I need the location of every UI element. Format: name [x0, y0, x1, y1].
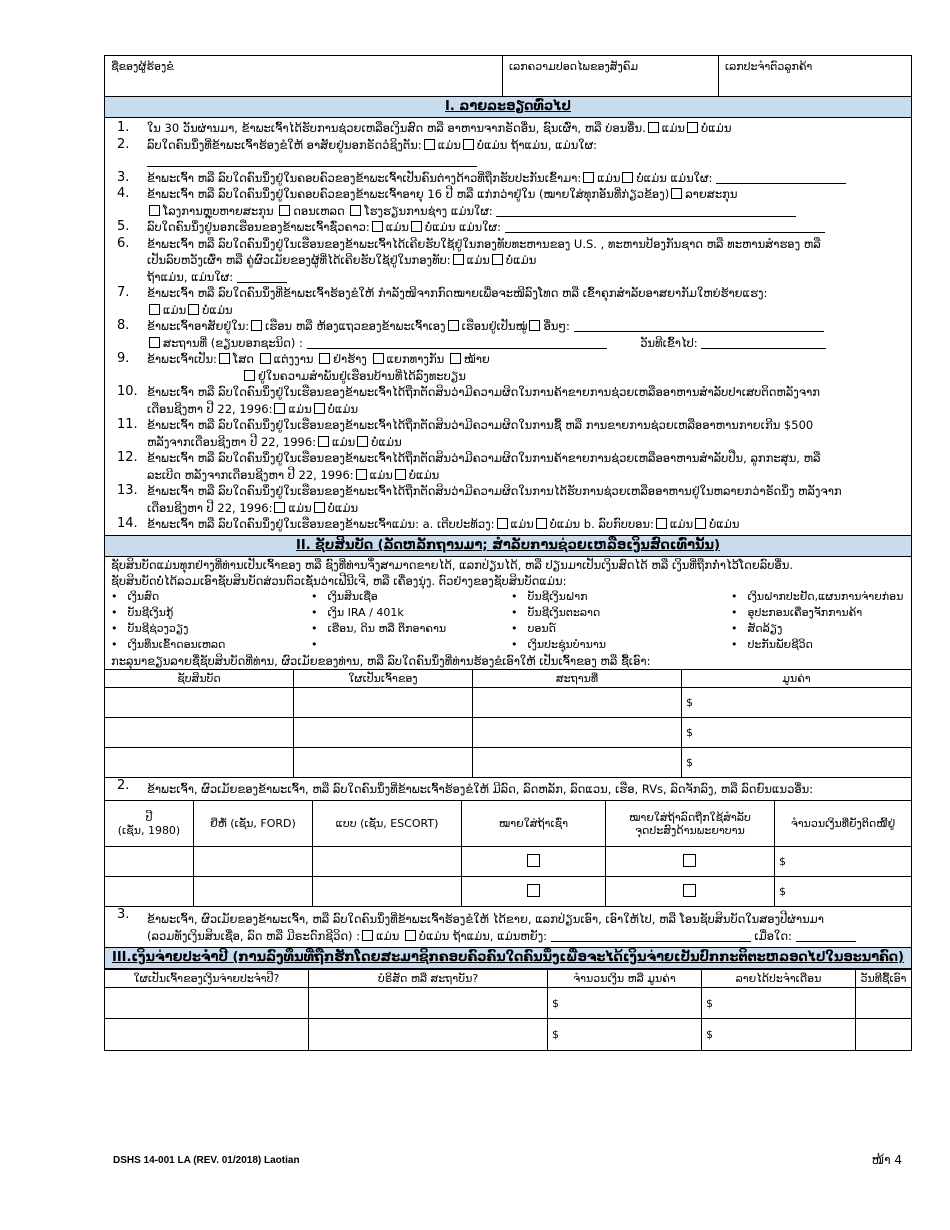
form-number: DSHS 14-001 LA (REV. 01/2018) Laotian — [113, 1155, 300, 1166]
asset-example: • ເງິນຝາກປະຢັດ,ແຜນການຈ່າຍກ່ອນ — [731, 589, 917, 605]
transfer-no-checkbox[interactable] — [405, 930, 416, 941]
q2-no-checkbox[interactable] — [463, 139, 474, 150]
q10-yes-checkbox[interactable] — [274, 403, 285, 414]
question-8: 8. ຂ້າພະເຈົ້າອາສັຍຢູ່ໃນ: ເຮືອນ ຫລື ຫ້ອງແຖວຂອງຂ້າພະເຈົ້າເອງ ເຮືອນຢູ່ເປັນໝູ່ ອື່ນໆ: ສະຖານທີ່ (ຂຽນບອກຊະນິດ) : ວັນທີເຂົ້າໄປ: — [105, 318, 911, 351]
q2-who-line[interactable] — [147, 154, 477, 167]
q8-date-line[interactable] — [701, 336, 826, 349]
transfer-yes-checkbox[interactable] — [362, 930, 373, 941]
table-row: $ — [105, 687, 911, 717]
annuity-col-income: ລາຍໄດ້ປະຈຳເດືອນ — [702, 970, 856, 988]
q11-no-checkbox[interactable] — [357, 436, 368, 447]
question-14: 14. ຂ້າພະເຈົ້າ ຫລື ລົບໃດຄົນນຶ່ງຢູ່ໃນເຮືອນຂອງຂ້າພະເຈົ້າແມ່ນ: a. ເຕີບປະທ້ວງ: ແມ່ນ ບໍ່ແມ່ນ b. ລົບກົບບອນ: ແມ່ນ ບໍ່ແມ່ນ — [117, 516, 740, 531]
asset-example: • ເຮືອນ, ດິນ ຫລື ຕຶກອາຄານ — [311, 621, 511, 637]
q13-yes-checkbox[interactable] — [274, 502, 285, 513]
question-1: 1. ໃນ 30 ວັນຜ່ານມາ, ຂ້າພະເຈົ້າໄດ້ຮັບການຊ່ວຍເຫລືອເງິນສົດ ຫລື ອາຫານຈາກຣັດອື່ນ, ຊົນເຜົ່າ, ຫລື ບ່ອນອື່ນ. ແມ່ນ ບໍ່ແມ່ນ — [117, 120, 732, 135]
client-id-field[interactable]: ເລກປະຈຳຕົວລູກຄ້າ — [725, 60, 813, 73]
q8-facility-checkbox[interactable] — [149, 337, 160, 348]
vehicles-col-year: ປີ (ເຊັ່ນ, 1980) — [105, 801, 194, 847]
q8-other-line[interactable] — [574, 319, 824, 332]
q9-partnership-checkbox[interactable] — [244, 370, 255, 381]
annuity-col-company: ບໍຣິສັດ ຫລື ສະຖາບັນ? — [309, 970, 548, 988]
question-2: 2. ລົບໃດຄົນນຶ່ງທີ່ຂ້າພະເຈົ້າຮ້ອງຂໍໃຫ້ ອາສັຍຢູ່ນອກຣັດວໍຊິງຕັນ: ແມ່ນ ບໍ່ແມ່ນ ຖ້າແມ່ນ, ແມ່ນໃຜ: — [105, 137, 911, 170]
q11-yes-checkbox[interactable] — [318, 436, 329, 447]
q9-divorced-checkbox[interactable] — [319, 353, 330, 364]
asset-example: • ເງິນປະຊຸ່ນບໍານານ — [511, 637, 731, 653]
assets-col-asset: ຊັບສິນບັດ — [105, 669, 294, 687]
table-row: $ $ — [105, 988, 911, 1019]
asset-example: • ອຸປະກອນເຄື່ອງຈັກການຄ້າ — [731, 605, 917, 621]
q5-no-checkbox[interactable] — [411, 221, 422, 232]
q8-group-home-checkbox[interactable] — [448, 320, 459, 331]
q2-yes-checkbox[interactable] — [424, 139, 435, 150]
assets-col-owner: ໃຜເປັນເຈົ້າຂອງ — [294, 669, 473, 687]
table-row: $ — [105, 877, 911, 907]
q6-yes-checkbox[interactable] — [453, 254, 464, 265]
q7-yes-checkbox[interactable] — [149, 304, 160, 315]
annuity-col-date: ວັນທີຊື້ເອົາ — [856, 970, 912, 988]
medical-checkbox[interactable] — [683, 854, 696, 867]
medical-checkbox[interactable] — [683, 884, 696, 897]
q1-no-checkbox[interactable] — [687, 122, 698, 133]
assets-table — [105, 669, 911, 778]
vehicles-col-make: ຍີ່ຫໍ້ (ເຊັ່ນ, FORD) — [194, 801, 313, 847]
asset-example: • ເງິນທຶນເຂົ້າດອນເຫລດ — [111, 637, 311, 653]
q4-university-checkbox[interactable] — [671, 188, 682, 199]
q7-no-checkbox[interactable] — [188, 304, 199, 315]
q12-no-checkbox[interactable] — [395, 469, 406, 480]
question-12: 12. ຂ້າພະເຈົ້າ ຫລື ລົບໃດຄົນນຶ່ງຢູ່ໃນເຮືອນຂອງຂ້າພະເຈົ້າໄດ້ຖືກຕັດສິນວ່າມີຄວາມຜິດໃນການຄ້າຂາຍການຊ່ວຍເຫລືອອາຫານສຳລັບປືນ, ລູກກະສຸນ, ຫລື ລະເບີດ ຫລັງຈາກເດືອນຊີງຫາ ປີ 22, 1996: ແມ່ນ ບໍ່ແມ່ນ — [117, 450, 821, 482]
asset-example: • ບັນຊີເງິນກູ້ — [111, 605, 311, 621]
q3-no-checkbox[interactable] — [622, 172, 633, 183]
asset-examples — [105, 589, 911, 653]
assets-col-location: ສະຖານທີ່ — [473, 669, 682, 687]
transfer-question: 3. ຂ້າພະເຈົ້າ, ຜົວເມັຍຂອງຂ້າພະເຈົ້າ, ຫລື ລົບໃດຄົນນຶ່ງທີ່ຂ້າພະເຈົ້າຮ້ອງຂໍໃຫ້ ໄດ້ຂາຍ, ແລກປ່ຽນເອົາ, ເອົາໃຫ້ໄປ, ຫລື ໂອນຊັບສິນບັດໃນສອງປີຜ່ານມາ (ລວມທັງເງິນສິນເຊື່ອ, ລົດ ຫລື ມີຣະດົກຊີວິດ) : ແມ່ນ ບໍ່ແມ່ນ ຖ້າແມ່ນ, ແມ່ນຫຍັງ: ເມື່ອໃດ: — [105, 907, 911, 947]
table-row: $ — [105, 717, 911, 747]
question-9: 9. ຂ້າພະເຈົ້າເປັນ: ໂສດ ແຕ່ງງານ ຢ່າຮ້າງ ແຍກທາງກັນ ໝ້າຍ ຢູ່ໃນຄວາມສໍາພັນຢູ່ເຮືອນບ້ານທີ່ໄດ້ລົງທະບຽນ — [117, 351, 490, 383]
q9-widowed-checkbox[interactable] — [450, 353, 461, 364]
annuity-col-owner: ໃຜເປັນເຈົ້າຂອງເງິນຈ່າຍປະຈຳປີ? — [105, 970, 309, 988]
q14b-yes-checkbox[interactable] — [656, 518, 667, 529]
form-sheet — [104, 55, 912, 1051]
question-7: 7. ຂ້າພະເຈົ້າ ຫລື ລົບໃດຄົນນຶ່ງທີ່ຂ້າພະເຈົ້າຮ້ອງຂໍໃຫ້ ກຳລັງໜີຈາກກົດໝາຍເພື່ອຈະໜີລົງໂທດ ຫລື ເຂົ້າຄຸກສຳລັບອາສຍາກັມໃຫຍ່ຮ້າຍແຮງ: ແມ່ນ ບໍ່ແມ່ນ — [117, 285, 768, 317]
assets-intro-2: ຊັບສິນບັດບໍ່ໄດ້ລວມເອົາຊັບສິນບັດສ່ວນຕົວເຊັ່ນວ່າເຟີນີເຈີ, ຫລື ເຄື່ອງນຸ່ງ. ຕົວຢ່າງຂອງຊັບສິນບັດແມ່ນ: — [111, 573, 567, 588]
vehicles-col-owed: ຈຳນວນເງິນທີ່ຍັງຕິດໜີ້ຢູ່ — [775, 801, 912, 847]
asset-example: • ເງິນສົດ — [111, 589, 311, 605]
annuity-col-amount: ຈຳນວນເງິນ ຫລື ມູນຄ່າ — [548, 970, 702, 988]
vehicles-col-medical: ໝາຍໃສ່ຖ້າລົດຖືກໃຊ້ສຳລັບຈຸດປະສົງດ້ານພະຍາບານ — [606, 801, 775, 847]
assets-intro-1: ຊັບສິນບັດແມ່ນທຸກຢ່າງທີ່ທ່ານເປັນເຈົ້າຂອງ ຫລື ຊົງທີ່ທ່ານຈຶ່ງສາມາດຂາຍໄດ້, ແລກປ່ຽນໄດ້, ຫລື ປຽນມາເປັນເງິນສົດໄດ້ ຫລື ເງິນທີ່ຖືກກ່ຳໄວ້ໂດຍລົບອື່ນ. — [111, 557, 793, 572]
q9-separated-checkbox[interactable] — [373, 353, 384, 364]
question-3: 3. ຂ້າພະເຈົ້າ ຫລື ລົບໃດຄົນນຶ່ງຢູ່ໃນຄອບຄົວຂອງຂ້າພະເຈົ້າເປັນຄົນຕ່າງດ້າວທີ່ຖືກຮັບປະກັນເຂົ້າມາ: ແມ່ນ ບໍ່ແມ່ນ ແມ່ນໃຜ: — [105, 170, 911, 187]
q4-who-line[interactable] — [496, 204, 796, 217]
asset-example: • ບອນດ໌ — [511, 621, 731, 637]
asset-example: • ປະກັນພັຍຊີວິດ — [731, 637, 917, 653]
question-4: 4. ຂ້າພະເຈົ້າ ຫລື ລົບໃດຄົນນຶ່ງຢູ່ໃນຄອບຄົວຂອງຂ້າພະເຈົ້າອາຍຸ 16 ປີ ຫລື ແກ່ກວ່າຢູ່ໃນ (ໝາຍໃສ່ທຸກອັນທີ່ກ່ຽວຂ້ອງ) ລາຍສະກຸນ ໂລງການຫຼຸບຫາຍສະກຸນ ດອນເຫລດ ໂຮງຮຽນການຊ່າງ ແມ່ນໃຜ: — [105, 186, 911, 219]
question-11: 11. ຂ້າພະເຈົ້າ ຫລື ລົບໃດຄົນນຶ່ງຢູ່ໃນເຮືອນຂອງຂ້າພະເຈົ້າໄດ້ຖືກຕັດສິນວ່າມີຄວາມຜິດໃນການຊື້ ຫລື ການຂາຍການຊ່ວຍເຫລືອອາຫານກາຍເກີນ $500 ຫລັງຈາກເດືອນຊີງຫາ ປີ 22, 1996: ແມ່ນ ບໍ່ແມ່ນ — [117, 417, 814, 449]
table-row: $ — [105, 747, 911, 777]
q4-tech-school-checkbox[interactable] — [350, 205, 361, 216]
q9-single-checkbox[interactable] — [219, 353, 230, 364]
section-1-questions — [105, 118, 911, 535]
leased-checkbox[interactable] — [527, 884, 540, 897]
q4-college-checkbox[interactable] — [279, 205, 290, 216]
q5-yes-checkbox[interactable] — [372, 221, 383, 232]
vehicles-question: 2. ຂ້າພະເຈົ້າ, ຜົວເມັຍຂອງຂ້າພະເຈົ້າ, ຫລື ລົບໃດຄົນນຶ່ງທີ່ຂ້າພະເຈົ້າຮ້ອງຂໍໃຫ້ ມີລົດ, ລົດຫລັກ, ລົດແວນ, ເຮືອ, RVs, ລົດຈັກລົງ, ຫລື ລົດຍົນແນວອື່ນ: — [117, 777, 814, 796]
asset-example: • ສັດລ້ຽງ — [731, 621, 917, 637]
q3-yes-checkbox[interactable] — [583, 172, 594, 183]
assets-list-prompt: ກະລຸນາຂຽນລາຍຊື່ຊັບສິນບັດທີ່ທ່ານ, ຜົວເມັຍຂອງທ່ານ, ຫລື ລົບໃດຄົນນຶ່ງທີ່ທ່ານຮ້ອງຂໍເອົາໃຫ້ ເປັນເຈົ້າຂອງ ຫລື ຊື້ເອົາ: — [111, 653, 651, 668]
q14a-yes-checkbox[interactable] — [497, 518, 508, 529]
q6-no-checkbox[interactable] — [492, 254, 503, 265]
q6-who-line[interactable] — [237, 270, 287, 283]
q8-home-checkbox[interactable] — [251, 320, 262, 331]
header-row — [105, 56, 911, 97]
ssn-field[interactable]: ເລກຄວາມປອດໄພຂອງສັງຄົມ — [503, 56, 719, 96]
question-5: 5. ລົບໃດຄົນນຶ່ງຢູ່ນອກເຮືອນຂອງຂ້າພະເຈົ້າຊົ່ວຄາວ: ແມ່ນ ບໍ່ແມ່ນ ແມ່ນໃຜ: — [105, 219, 911, 236]
annuity-table — [105, 969, 911, 1050]
asset-example: • ບັນຊີເງິນຕະລາດ — [511, 605, 731, 621]
q4-vocational-checkbox[interactable] — [149, 205, 160, 216]
asset-example: • ເງິນ IRA / 401k — [311, 605, 511, 621]
q14a-no-checkbox[interactable] — [536, 518, 547, 529]
page-number: ໜ້າ 4 — [871, 1153, 902, 1167]
q12-yes-checkbox[interactable] — [356, 469, 367, 480]
section-2-header: II. ຊັບສິນບັດ (ລັດຫລັກຖານມາ; ສຳລັບການຊ່ວຍເຫລືອເງິນສົດເທົ່ານັ້ນ) — [105, 535, 911, 557]
table-row: $ — [105, 847, 911, 877]
q8-facility-line[interactable] — [307, 336, 607, 349]
vehicles-col-model: ແບບ (ເຊັ່ນ, ESCORT) — [313, 801, 462, 847]
section-3-header: III.ເງິນຈ່າຍປະຈຳປີ (ການລົງທຶນທີ່ຖືກຮັກໂດຍສະມາຊິກຄອບຄົວຄົນໃດຄົນນຶ່ງເພື່ອຈະໄດ້ເງິນຈ່າຍເປັນປົກກະຕິຕະຫລອດໄປໃນອະນາຄົດ) — [105, 947, 911, 969]
question-6: 6. ຂ້າພະເຈົ້າ ຫລື ລົບໃດຄົນນຶ່ງຢູ່ໃນເຮືອນຂອງຂ້າພະເຈົ້າໄດ້ເຄີຍຮັບໃຊ້ຢູ່ໃນກອງທັບທະຫານຂອງ U.S. , ທະຫານປ້ອງກັນຊາດ ຫລື ທະຫານສຳຮອງ ຫລື ເປັນລົບຫວັງເຜົ່າ ຫລື ຄູ່ຜົວເມັຍຂອງຜູ້ທີ່ໄດ້ເຄີຍຮັບໃຊ້ຢູ່ໃນກອງທັບ: ແມ່ນ ບໍ່ແມ່ນ ຖ້າແມ່ນ, ແມ່ນໃຜ: — [117, 235, 821, 284]
q10-no-checkbox[interactable] — [314, 403, 325, 414]
q14b-no-checkbox[interactable] — [695, 518, 706, 529]
vehicles-col-leased: ໝາຍໃສ່ຖ້າເຊົ່າ — [462, 801, 606, 847]
leased-checkbox[interactable] — [527, 854, 540, 867]
q5-who-line[interactable] — [505, 220, 825, 233]
assets-col-value: ມູນຄ່າ — [682, 669, 912, 687]
transfer-when-line[interactable] — [796, 929, 856, 942]
asset-example: • ເງິນສິນເຊື່ອ — [311, 589, 511, 605]
client-name-field[interactable]: ຊື່ຂອງຜູ້ຮ້ອງຂໍ — [105, 56, 503, 96]
section-1-header: I. ລາຍລະອຽດທົ່ວໄປ — [105, 97, 911, 118]
q3-who-line[interactable] — [716, 171, 846, 184]
q9-married-checkbox[interactable] — [260, 353, 271, 364]
q1-yes-checkbox[interactable] — [648, 122, 659, 133]
asset-example: • ບັນຊີຊ່ວງວຽງ — [111, 621, 311, 637]
q8-other-checkbox[interactable] — [529, 320, 540, 331]
question-13: 13. ຂ້າພະເຈົ້າ ຫລື ລົບໃດຄົນນຶ່ງຢູ່ໃນເຮືອນຂອງຂ້າພະເຈົ້າໄດ້ຖືກຕັດສິນວ່າມີຄວາມຜິດໃນການໄດ້ຮັບການຊ່ວຍເຫລືອອາຫານຢູ່ໃນຫລາຍກວ່າຣັດນຶ່ງ ຫລັງຈາກ ເດືອນຊີງຫາ ປີ 22, 1996: ແມ່ນ ບໍ່ແມ່ນ — [117, 483, 842, 515]
question-10: 10. ຂ້າພະເຈົ້າ ຫລື ລົບໃດຄົນນຶ່ງຢູ່ໃນເຮືອນຂອງຂ້າພະເຈົ້າໄດ້ຖືກຕັດສິນວ່າມີຄວາມຜິດໃນການຄ້າຂາຍການຊ່ວຍເຫລືອອາຫານສຳລັບປາເສບຕິດຫລັງຈາກ ເດືອນຊີງຫາ ປີ 22, 1996: ແມ່ນ ບໍ່ແມ່ນ — [117, 384, 820, 416]
transfer-what-line[interactable] — [551, 929, 751, 942]
vehicles-table — [105, 800, 911, 907]
asset-example: • ບັນຊີເງິນຝາກ — [511, 589, 731, 605]
q13-no-checkbox[interactable] — [314, 502, 325, 513]
table-row: $ $ — [105, 1019, 911, 1050]
